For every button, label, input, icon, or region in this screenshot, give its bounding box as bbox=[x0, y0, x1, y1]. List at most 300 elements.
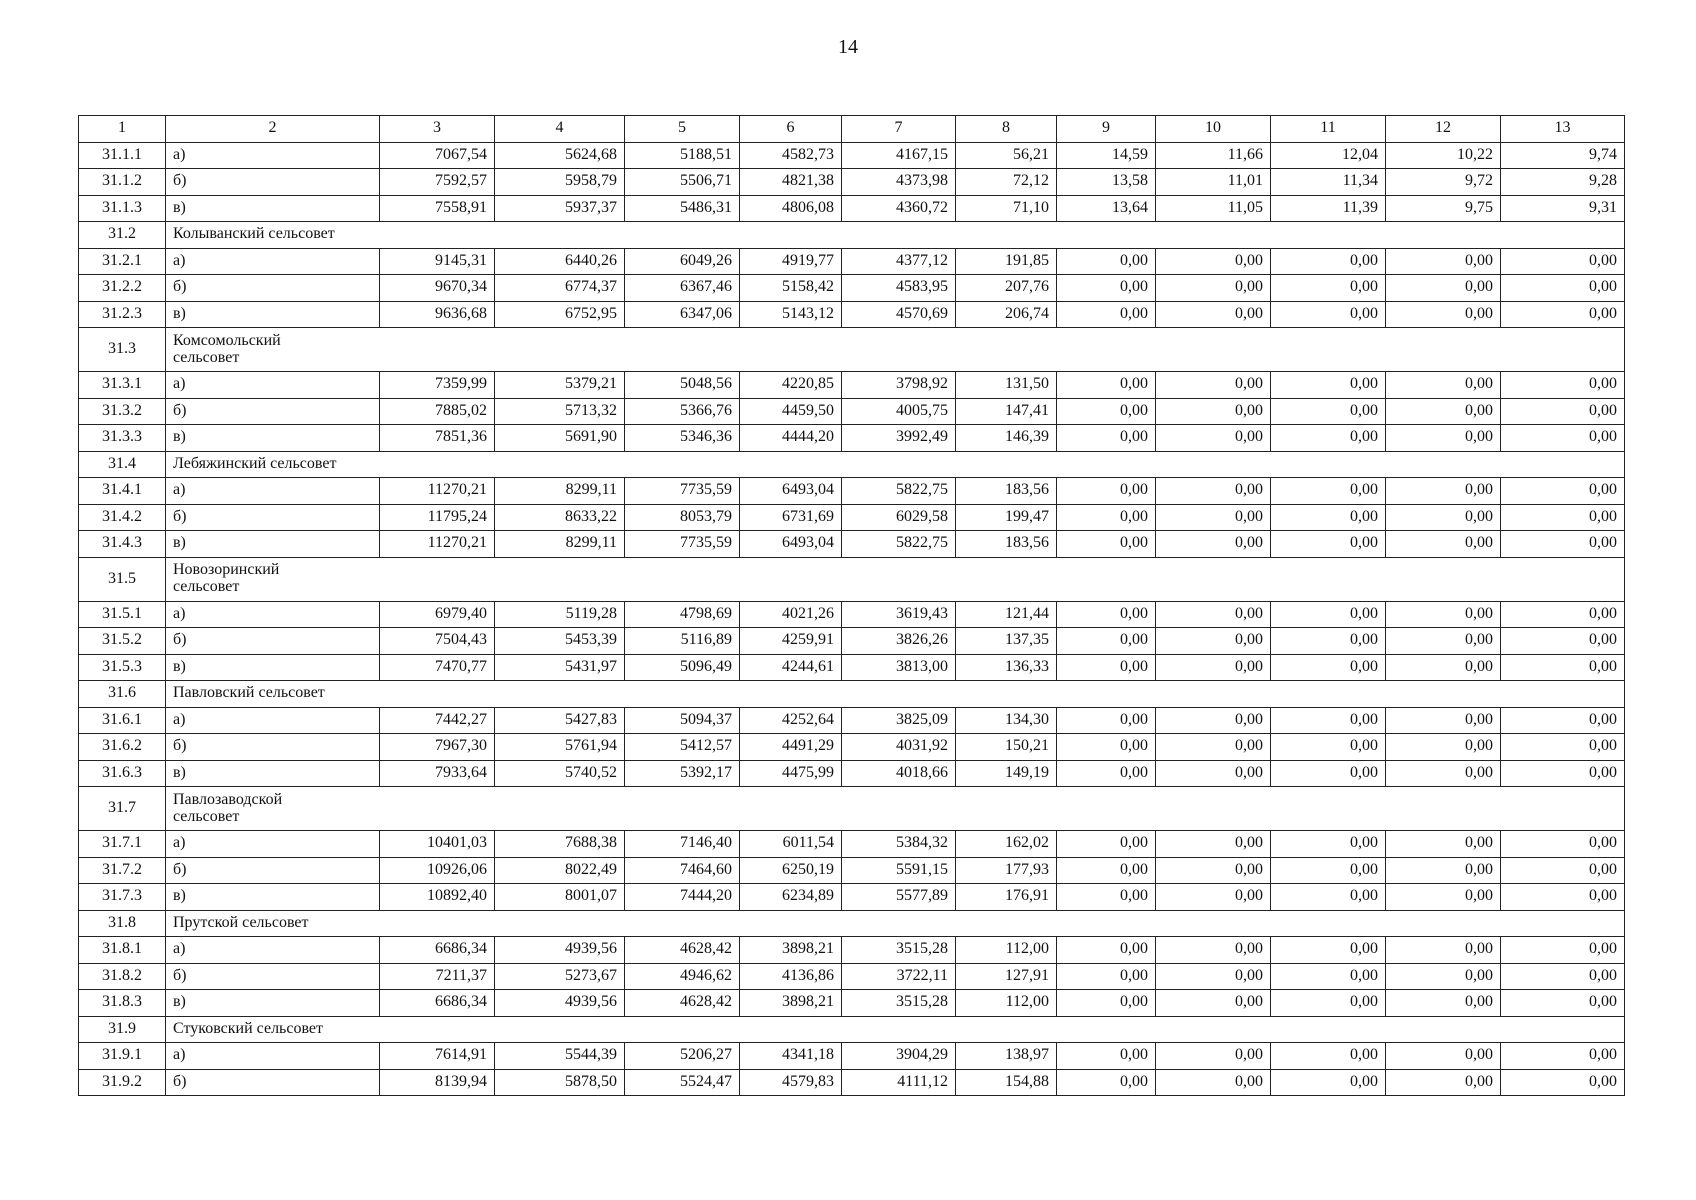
table-cell: 5188,51 bbox=[625, 142, 740, 169]
table-cell: 3515,28 bbox=[842, 937, 956, 964]
table-cell: 5691,90 bbox=[495, 425, 625, 452]
table-cell: 0,00 bbox=[1057, 301, 1156, 328]
table-cell: 154,88 bbox=[956, 1069, 1057, 1096]
table-cell: 3825,09 bbox=[842, 707, 956, 734]
row-number: 31.6.3 bbox=[79, 760, 166, 787]
section-row bbox=[79, 787, 1625, 831]
section-row bbox=[79, 451, 1625, 478]
table-cell: 0,00 bbox=[1271, 963, 1386, 990]
table-row bbox=[79, 601, 1625, 628]
table-cell: 5384,32 bbox=[842, 831, 956, 858]
table-cell: 7464,60 bbox=[625, 857, 740, 884]
row-number: 31.1.2 bbox=[79, 169, 166, 196]
table-cell: 4444,20 bbox=[740, 425, 842, 452]
table-cell: 6731,69 bbox=[740, 504, 842, 531]
table-cell: 4946,62 bbox=[625, 963, 740, 990]
table-cell: 121,44 bbox=[956, 601, 1057, 628]
table-cell: 0,00 bbox=[1271, 301, 1386, 328]
table-cell: 8001,07 bbox=[495, 884, 625, 911]
variant-label: а) bbox=[166, 831, 380, 858]
table-cell: 149,19 bbox=[956, 760, 1057, 787]
table-cell: 0,00 bbox=[1271, 372, 1386, 399]
table-cell: 5878,50 bbox=[495, 1069, 625, 1096]
table-cell: 5740,52 bbox=[495, 760, 625, 787]
table-cell: 7967,30 bbox=[380, 734, 495, 761]
table-cell: 0,00 bbox=[1156, 734, 1271, 761]
section-title: Стуковский сельсовет bbox=[166, 1016, 1625, 1043]
table-cell: 183,56 bbox=[956, 531, 1057, 558]
variant-label: а) bbox=[166, 601, 380, 628]
column-header: 6 bbox=[740, 116, 842, 143]
table-cell: 4459,50 bbox=[740, 398, 842, 425]
table-cell: 14,59 bbox=[1057, 142, 1156, 169]
table-cell: 3515,28 bbox=[842, 990, 956, 1017]
variant-label: в) bbox=[166, 301, 380, 328]
table-cell: 0,00 bbox=[1271, 884, 1386, 911]
table-cell: 0,00 bbox=[1501, 478, 1625, 505]
table-cell: 6686,34 bbox=[380, 990, 495, 1017]
row-number: 31.2.2 bbox=[79, 275, 166, 302]
row-number: 31.3.1 bbox=[79, 372, 166, 399]
table-cell: 0,00 bbox=[1501, 857, 1625, 884]
table-cell: 5119,28 bbox=[495, 601, 625, 628]
section-title: Павлозаводской сельсовет bbox=[166, 787, 1625, 831]
table-cell: 199,47 bbox=[956, 504, 1057, 531]
table-cell: 9,72 bbox=[1386, 169, 1501, 196]
table-cell: 7735,59 bbox=[625, 531, 740, 558]
table-cell: 0,00 bbox=[1271, 425, 1386, 452]
table-row bbox=[79, 248, 1625, 275]
variant-label: а) bbox=[166, 707, 380, 734]
row-number: 31.9.1 bbox=[79, 1043, 166, 1070]
table-cell: 147,41 bbox=[956, 398, 1057, 425]
table-cell: 0,00 bbox=[1501, 884, 1625, 911]
table-cell: 0,00 bbox=[1386, 857, 1501, 884]
table-cell: 11270,21 bbox=[380, 478, 495, 505]
column-header: 8 bbox=[956, 116, 1057, 143]
table-cell: 0,00 bbox=[1501, 372, 1625, 399]
table-cell: 10,22 bbox=[1386, 142, 1501, 169]
page-number: 14 bbox=[838, 36, 858, 58]
table-cell: 127,91 bbox=[956, 963, 1057, 990]
table-row bbox=[79, 195, 1625, 222]
table-cell: 0,00 bbox=[1501, 275, 1625, 302]
variant-label: б) bbox=[166, 857, 380, 884]
row-number: 31.1.3 bbox=[79, 195, 166, 222]
table-row bbox=[79, 707, 1625, 734]
table-cell: 0,00 bbox=[1271, 937, 1386, 964]
table-cell: 0,00 bbox=[1057, 372, 1156, 399]
row-number: 31.5.3 bbox=[79, 654, 166, 681]
column-header: 5 bbox=[625, 116, 740, 143]
table-cell: 7504,43 bbox=[380, 628, 495, 655]
row-number: 31.4.3 bbox=[79, 531, 166, 558]
table-cell: 0,00 bbox=[1386, 937, 1501, 964]
table-cell: 0,00 bbox=[1156, 707, 1271, 734]
section-row bbox=[79, 328, 1625, 372]
table-cell: 6686,34 bbox=[380, 937, 495, 964]
table-cell: 5577,89 bbox=[842, 884, 956, 911]
table-cell: 0,00 bbox=[1156, 601, 1271, 628]
table-cell: 5048,56 bbox=[625, 372, 740, 399]
table-cell: 0,00 bbox=[1386, 504, 1501, 531]
table-cell: 0,00 bbox=[1156, 884, 1271, 911]
section-title: Прутской сельсовет bbox=[166, 910, 1625, 937]
variant-label: б) bbox=[166, 275, 380, 302]
table-cell: 3898,21 bbox=[740, 937, 842, 964]
table-cell: 3898,21 bbox=[740, 990, 842, 1017]
table-row bbox=[79, 884, 1625, 911]
table-cell: 5392,17 bbox=[625, 760, 740, 787]
table-cell: 12,04 bbox=[1271, 142, 1386, 169]
table-cell: 0,00 bbox=[1501, 1043, 1625, 1070]
table-cell: 0,00 bbox=[1271, 628, 1386, 655]
table-cell: 4031,92 bbox=[842, 734, 956, 761]
row-number: 31.3.2 bbox=[79, 398, 166, 425]
table-row bbox=[79, 531, 1625, 558]
table-cell: 0,00 bbox=[1386, 398, 1501, 425]
table-cell: 0,00 bbox=[1501, 248, 1625, 275]
table-cell: 5761,94 bbox=[495, 734, 625, 761]
table-cell: 4360,72 bbox=[842, 195, 956, 222]
table-cell: 4244,61 bbox=[740, 654, 842, 681]
section-row bbox=[79, 1016, 1625, 1043]
table-cell: 9,31 bbox=[1501, 195, 1625, 222]
table-cell: 4018,66 bbox=[842, 760, 956, 787]
table-cell: 0,00 bbox=[1156, 398, 1271, 425]
table-cell: 0,00 bbox=[1386, 275, 1501, 302]
table-cell: 0,00 bbox=[1501, 504, 1625, 531]
variant-label: б) bbox=[166, 628, 380, 655]
table-row bbox=[79, 372, 1625, 399]
table-cell: 0,00 bbox=[1386, 884, 1501, 911]
table-row bbox=[79, 831, 1625, 858]
table-cell: 5524,47 bbox=[625, 1069, 740, 1096]
table-cell: 0,00 bbox=[1271, 990, 1386, 1017]
table-cell: 9636,68 bbox=[380, 301, 495, 328]
column-header: 3 bbox=[380, 116, 495, 143]
table-cell: 5206,27 bbox=[625, 1043, 740, 1070]
table-cell: 206,74 bbox=[956, 301, 1057, 328]
table-cell: 0,00 bbox=[1156, 275, 1271, 302]
table-cell: 0,00 bbox=[1156, 425, 1271, 452]
table-cell: 4628,42 bbox=[625, 990, 740, 1017]
table-cell: 0,00 bbox=[1156, 1069, 1271, 1096]
variant-label: а) bbox=[166, 142, 380, 169]
section-title: Павловский сельсовет bbox=[166, 681, 1625, 708]
section-row bbox=[79, 557, 1625, 601]
table-cell: 0,00 bbox=[1386, 601, 1501, 628]
table-cell: 191,85 bbox=[956, 248, 1057, 275]
variant-label: в) bbox=[166, 884, 380, 911]
table-cell: 13,64 bbox=[1057, 195, 1156, 222]
table-cell: 5822,75 bbox=[842, 478, 956, 505]
table-cell: 4798,69 bbox=[625, 601, 740, 628]
table-cell: 6029,58 bbox=[842, 504, 956, 531]
table-cell: 0,00 bbox=[1501, 628, 1625, 655]
table-cell: 0,00 bbox=[1057, 531, 1156, 558]
table-cell: 9145,31 bbox=[380, 248, 495, 275]
table-cell: 0,00 bbox=[1156, 1043, 1271, 1070]
table-cell: 3722,11 bbox=[842, 963, 956, 990]
table-cell: 6752,95 bbox=[495, 301, 625, 328]
row-number: 31.7.1 bbox=[79, 831, 166, 858]
table-cell: 5273,67 bbox=[495, 963, 625, 990]
table-cell: 0,00 bbox=[1057, 1043, 1156, 1070]
row-number: 31.7.3 bbox=[79, 884, 166, 911]
table-cell: 3904,29 bbox=[842, 1043, 956, 1070]
table-cell: 4821,38 bbox=[740, 169, 842, 196]
variant-label: б) bbox=[166, 504, 380, 531]
table-cell: 5486,31 bbox=[625, 195, 740, 222]
table-cell: 0,00 bbox=[1386, 301, 1501, 328]
table-cell: 0,00 bbox=[1501, 398, 1625, 425]
table-row bbox=[79, 478, 1625, 505]
table-cell: 0,00 bbox=[1501, 601, 1625, 628]
table-cell: 7885,02 bbox=[380, 398, 495, 425]
table-cell: 4939,56 bbox=[495, 937, 625, 964]
table-cell: 138,97 bbox=[956, 1043, 1057, 1070]
table-cell: 8299,11 bbox=[495, 531, 625, 558]
table-cell: 0,00 bbox=[1386, 372, 1501, 399]
table-cell: 7688,38 bbox=[495, 831, 625, 858]
table-row bbox=[79, 504, 1625, 531]
table-cell: 3992,49 bbox=[842, 425, 956, 452]
table-cell: 134,30 bbox=[956, 707, 1057, 734]
table-cell: 8299,11 bbox=[495, 478, 625, 505]
variant-label: б) bbox=[166, 1069, 380, 1096]
table-cell: 0,00 bbox=[1057, 601, 1156, 628]
table-cell: 0,00 bbox=[1057, 831, 1156, 858]
table-cell: 0,00 bbox=[1156, 372, 1271, 399]
row-number: 31.3 bbox=[79, 328, 166, 372]
column-header: 11 bbox=[1271, 116, 1386, 143]
table-cell: 5094,37 bbox=[625, 707, 740, 734]
row-number: 31.8 bbox=[79, 910, 166, 937]
table-cell: 137,35 bbox=[956, 628, 1057, 655]
table-cell: 0,00 bbox=[1156, 531, 1271, 558]
row-number: 31.6 bbox=[79, 681, 166, 708]
section-title: Новозоринский сельсовет bbox=[166, 557, 1625, 601]
table-cell: 0,00 bbox=[1271, 831, 1386, 858]
row-number: 31.2.1 bbox=[79, 248, 166, 275]
table-cell: 7470,77 bbox=[380, 654, 495, 681]
table-cell: 5591,15 bbox=[842, 857, 956, 884]
table-row bbox=[79, 275, 1625, 302]
table-cell: 5427,83 bbox=[495, 707, 625, 734]
table-cell: 0,00 bbox=[1386, 990, 1501, 1017]
table-cell: 7592,57 bbox=[380, 169, 495, 196]
section-title: Лебяжинский сельсовет bbox=[166, 451, 1625, 478]
table-cell: 0,00 bbox=[1271, 734, 1386, 761]
table-cell: 6250,19 bbox=[740, 857, 842, 884]
table-cell: 0,00 bbox=[1386, 628, 1501, 655]
table-cell: 0,00 bbox=[1156, 301, 1271, 328]
table-cell: 0,00 bbox=[1156, 504, 1271, 531]
row-number: 31.2.3 bbox=[79, 301, 166, 328]
column-header: 7 bbox=[842, 116, 956, 143]
variant-label: а) bbox=[166, 937, 380, 964]
table-cell: 183,56 bbox=[956, 478, 1057, 505]
table-cell: 11,34 bbox=[1271, 169, 1386, 196]
table-cell: 5366,76 bbox=[625, 398, 740, 425]
table-cell: 5431,97 bbox=[495, 654, 625, 681]
table-cell: 5624,68 bbox=[495, 142, 625, 169]
table-cell: 0,00 bbox=[1057, 275, 1156, 302]
table-cell: 7067,54 bbox=[380, 142, 495, 169]
table-row bbox=[79, 142, 1625, 169]
table-cell: 5379,21 bbox=[495, 372, 625, 399]
table-cell: 0,00 bbox=[1386, 734, 1501, 761]
variant-label: а) bbox=[166, 372, 380, 399]
table-cell: 0,00 bbox=[1271, 275, 1386, 302]
table-cell: 0,00 bbox=[1156, 990, 1271, 1017]
table-cell: 4628,42 bbox=[625, 937, 740, 964]
table-cell: 8022,49 bbox=[495, 857, 625, 884]
table-cell: 4021,26 bbox=[740, 601, 842, 628]
table-cell: 0,00 bbox=[1156, 831, 1271, 858]
table-cell: 7851,36 bbox=[380, 425, 495, 452]
table-row bbox=[79, 425, 1625, 452]
table-cell: 0,00 bbox=[1386, 654, 1501, 681]
table-cell: 0,00 bbox=[1057, 504, 1156, 531]
table-cell: 0,00 bbox=[1501, 734, 1625, 761]
table-cell: 150,21 bbox=[956, 734, 1057, 761]
table-cell: 0,00 bbox=[1271, 760, 1386, 787]
table-cell: 0,00 bbox=[1057, 628, 1156, 655]
row-number: 31.4 bbox=[79, 451, 166, 478]
table-cell: 0,00 bbox=[1271, 601, 1386, 628]
table-cell: 0,00 bbox=[1501, 531, 1625, 558]
table-cell: 10401,03 bbox=[380, 831, 495, 858]
table-cell: 0,00 bbox=[1501, 707, 1625, 734]
table-cell: 4259,91 bbox=[740, 628, 842, 655]
table-cell: 146,39 bbox=[956, 425, 1057, 452]
table-cell: 5937,37 bbox=[495, 195, 625, 222]
table-cell: 4111,12 bbox=[842, 1069, 956, 1096]
variant-label: б) bbox=[166, 398, 380, 425]
table-cell: 3813,00 bbox=[842, 654, 956, 681]
table-cell: 0,00 bbox=[1271, 478, 1386, 505]
table-cell: 0,00 bbox=[1156, 963, 1271, 990]
table-cell: 7614,91 bbox=[380, 1043, 495, 1070]
table-cell: 4582,73 bbox=[740, 142, 842, 169]
table-row bbox=[79, 990, 1625, 1017]
row-number: 31.2 bbox=[79, 222, 166, 249]
table-cell: 4475,99 bbox=[740, 760, 842, 787]
table-cell: 4167,15 bbox=[842, 142, 956, 169]
table-cell: 9670,34 bbox=[380, 275, 495, 302]
table-cell: 5143,12 bbox=[740, 301, 842, 328]
table-cell: 0,00 bbox=[1501, 760, 1625, 787]
table-cell: 0,00 bbox=[1501, 831, 1625, 858]
variant-label: в) bbox=[166, 990, 380, 1017]
table-cell: 9,74 bbox=[1501, 142, 1625, 169]
row-number: 31.9.2 bbox=[79, 1069, 166, 1096]
row-number: 31.4.1 bbox=[79, 478, 166, 505]
table-cell: 10926,06 bbox=[380, 857, 495, 884]
table-cell: 6440,26 bbox=[495, 248, 625, 275]
variant-label: б) bbox=[166, 963, 380, 990]
table-cell: 5544,39 bbox=[495, 1043, 625, 1070]
table-cell: 176,91 bbox=[956, 884, 1057, 911]
section-title: Колыванский сельсовет bbox=[166, 222, 1625, 249]
row-number: 31.7 bbox=[79, 787, 166, 831]
table-cell: 136,33 bbox=[956, 654, 1057, 681]
table-cell: 112,00 bbox=[956, 990, 1057, 1017]
row-number: 31.5.2 bbox=[79, 628, 166, 655]
table-cell: 0,00 bbox=[1057, 398, 1156, 425]
table-cell: 11795,24 bbox=[380, 504, 495, 531]
section-row bbox=[79, 910, 1625, 937]
table-cell: 0,00 bbox=[1386, 963, 1501, 990]
table-cell: 9,28 bbox=[1501, 169, 1625, 196]
table-cell: 4491,29 bbox=[740, 734, 842, 761]
table-row bbox=[79, 301, 1625, 328]
table-cell: 5713,32 bbox=[495, 398, 625, 425]
table-cell: 0,00 bbox=[1057, 990, 1156, 1017]
column-header: 10 bbox=[1156, 116, 1271, 143]
variant-label: б) bbox=[166, 169, 380, 196]
section-row bbox=[79, 222, 1625, 249]
table-cell: 0,00 bbox=[1057, 1069, 1156, 1096]
table-cell: 11,66 bbox=[1156, 142, 1271, 169]
table-cell: 11270,21 bbox=[380, 531, 495, 558]
table-cell: 0,00 bbox=[1271, 531, 1386, 558]
table-cell: 5346,36 bbox=[625, 425, 740, 452]
table-cell: 0,00 bbox=[1057, 963, 1156, 990]
table-row bbox=[79, 628, 1625, 655]
tariff-table bbox=[78, 115, 1625, 1096]
table-cell: 4373,98 bbox=[842, 169, 956, 196]
table-cell: 7444,20 bbox=[625, 884, 740, 911]
column-header: 4 bbox=[495, 116, 625, 143]
table-cell: 0,00 bbox=[1271, 398, 1386, 425]
table-cell: 6493,04 bbox=[740, 531, 842, 558]
row-number: 31.7.2 bbox=[79, 857, 166, 884]
column-header: 12 bbox=[1386, 116, 1501, 143]
table-row bbox=[79, 760, 1625, 787]
section-title: Комсомольский сельсовет bbox=[166, 328, 1625, 372]
header-row bbox=[79, 116, 1625, 143]
table-cell: 0,00 bbox=[1501, 654, 1625, 681]
table-cell: 9,75 bbox=[1386, 195, 1501, 222]
table-cell: 11,39 bbox=[1271, 195, 1386, 222]
row-number: 31.8.1 bbox=[79, 937, 166, 964]
table-cell: 0,00 bbox=[1156, 248, 1271, 275]
table-cell: 5158,42 bbox=[740, 275, 842, 302]
column-header: 2 bbox=[166, 116, 380, 143]
table-cell: 6011,54 bbox=[740, 831, 842, 858]
table-cell: 7359,99 bbox=[380, 372, 495, 399]
table-cell: 7558,91 bbox=[380, 195, 495, 222]
table-cell: 0,00 bbox=[1057, 734, 1156, 761]
table-cell: 4579,83 bbox=[740, 1069, 842, 1096]
table-cell: 0,00 bbox=[1501, 425, 1625, 452]
table-cell: 112,00 bbox=[956, 937, 1057, 964]
table-row bbox=[79, 937, 1625, 964]
table-cell: 0,00 bbox=[1156, 628, 1271, 655]
table-cell: 6493,04 bbox=[740, 478, 842, 505]
table-cell: 6367,46 bbox=[625, 275, 740, 302]
variant-label: в) bbox=[166, 654, 380, 681]
variant-label: в) bbox=[166, 531, 380, 558]
table-cell: 0,00 bbox=[1156, 857, 1271, 884]
table-cell: 4252,64 bbox=[740, 707, 842, 734]
table-cell: 0,00 bbox=[1156, 654, 1271, 681]
table-body bbox=[79, 142, 1625, 1096]
table-row bbox=[79, 857, 1625, 884]
